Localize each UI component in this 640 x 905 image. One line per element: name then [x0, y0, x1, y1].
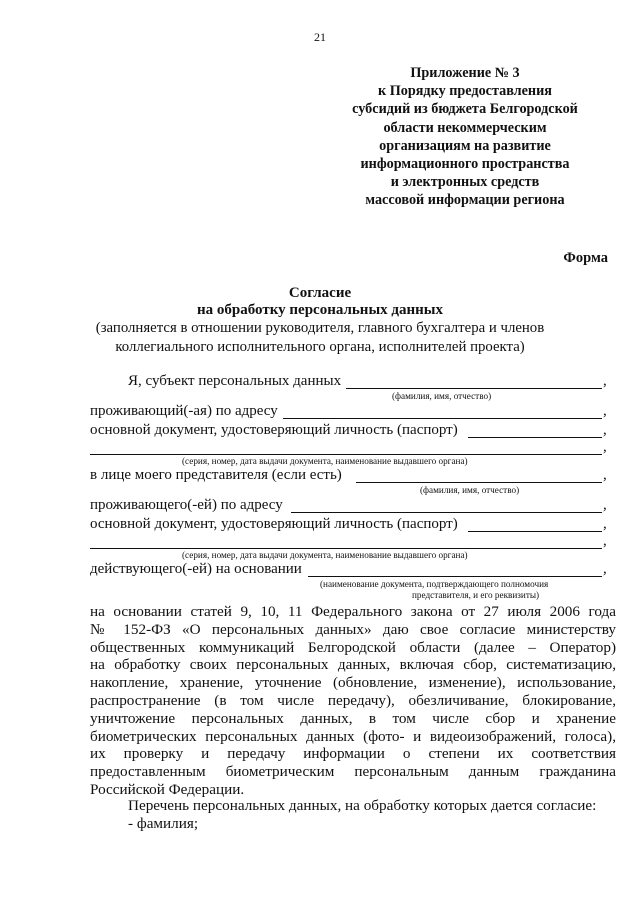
- paragraph-line: Российской Федерации.: [90, 780, 245, 798]
- passport-details-hint: (серия, номер, дата выдачи документа, наименование выдавшего органа): [182, 456, 468, 466]
- comma: ,: [603, 497, 607, 513]
- title-note-line: коллегиального исполнительного органа, исполнителей проекта): [115, 339, 525, 355]
- paragraph-line: биометрических персональных данных (фото- и видеоизображений, голоса),: [90, 727, 616, 745]
- appendix-line: субсидий из бюджета Белгородской: [352, 101, 578, 118]
- comma: ,: [603, 439, 607, 455]
- representative-name-hint: (фамилия, имя, отчество): [420, 485, 520, 495]
- appendix-header: [340, 64, 590, 210]
- paragraph-line: № 152-ФЗ «О персональных данных» даю свое согласие министерству: [90, 620, 616, 638]
- address-field[interactable]: [283, 404, 602, 419]
- form-label: Форма: [563, 250, 608, 266]
- paragraph-line: уничтожение персональных данных, в том числе сбор и хранение: [90, 709, 616, 727]
- representative-address-label: проживающего(-ей) по адресу: [90, 497, 283, 513]
- passport-label: основной документ, удостоверяющий личность (паспорт): [90, 422, 458, 438]
- subject-label: Я, субъект персональных данных: [128, 373, 342, 389]
- representative-passport-details-field[interactable]: [90, 534, 602, 549]
- paragraph-line: распространение (в том числе передачу), обезличивание, блокирование,: [90, 691, 616, 709]
- paragraph-line: накопление, хранение, уточнение (обновление, изменение), использование,: [90, 674, 616, 692]
- basis-hint: представителя, и его реквизиты): [412, 590, 540, 600]
- page-number: 21: [314, 30, 326, 44]
- passport-details-field[interactable]: [90, 440, 602, 455]
- paragraph-line: их проверку и передачу информации о степени их соответствия: [90, 745, 616, 763]
- representative-address-field[interactable]: [291, 498, 602, 513]
- comma: ,: [603, 422, 607, 438]
- data-list-item: - фамилия;: [128, 815, 199, 832]
- paragraph-line: предоставленным биометрическим персональным данным гражданина: [90, 763, 616, 781]
- comma: ,: [603, 533, 607, 549]
- paragraph-line: на основании статей 9, 10, 11 Федерального закона от 27 июля 2006 года: [90, 603, 616, 620]
- appendix-line: массовой информации региона: [365, 192, 565, 209]
- subject-name-field[interactable]: [346, 374, 602, 389]
- document-subtitle: на обработку персональных данных: [197, 302, 443, 318]
- basis-hint: (наименование документа, подтверждающего полномочия: [320, 579, 549, 589]
- representative-name-field[interactable]: [356, 468, 602, 483]
- passport-field[interactable]: [468, 423, 602, 438]
- representative-passport-label: основной документ, удостоверяющий личность (паспорт): [90, 516, 458, 532]
- comma: ,: [603, 561, 607, 577]
- representative-label: в лице моего представителя (если есть): [90, 467, 342, 483]
- appendix-line: Приложение № 3: [410, 65, 520, 81]
- comma: ,: [603, 467, 607, 483]
- data-list-intro: Перечень персональных данных, на обработку которых дается согласие:: [128, 797, 597, 814]
- subject-name-hint: (фамилия, имя, отчество): [392, 391, 492, 401]
- appendix-line: области некоммерческим: [383, 119, 547, 136]
- appendix-line: к Порядку предоставления: [378, 83, 552, 100]
- address-label: проживающий(-ая) по адресу: [90, 403, 278, 419]
- comma: ,: [603, 373, 607, 389]
- comma: ,: [603, 516, 607, 532]
- representative-passport-details-hint: (серия, номер, дата выдачи документа, наименование выдавшего органа): [182, 550, 468, 560]
- representative-passport-field[interactable]: [468, 517, 602, 532]
- document-title: Согласие: [288, 285, 352, 301]
- appendix-line: организациям на развитие: [379, 137, 551, 154]
- paragraph-line: общественных коммуникаций Белгородской области (далее – Оператор): [90, 638, 616, 656]
- appendix-line: информационного пространства: [360, 156, 570, 173]
- paragraph-line: на обработку своих персональных данных, включая сбор, систематизацию,: [90, 656, 616, 674]
- title-note-line: (заполняется в отношении руководителя, главного бухгалтера и членов: [95, 320, 545, 336]
- consent-paragraph: [90, 603, 616, 799]
- comma: ,: [603, 403, 607, 419]
- basis-field[interactable]: [308, 562, 602, 577]
- basis-label: действующего(-ей) на основании: [90, 561, 302, 577]
- appendix-line: и электронных средств: [390, 174, 540, 191]
